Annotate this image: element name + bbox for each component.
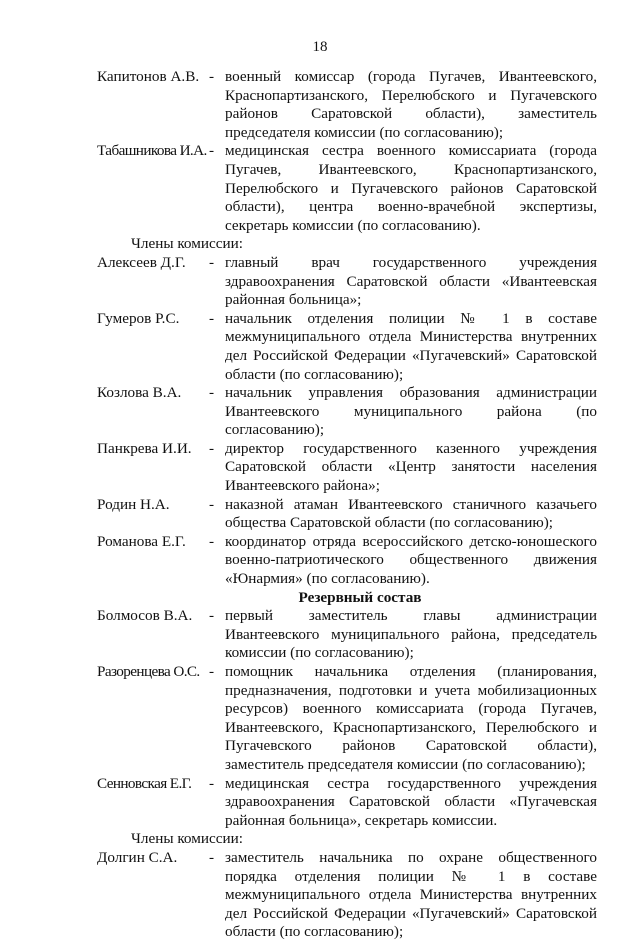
members-label: Члены комиссии: bbox=[131, 235, 243, 253]
entry-name: Алексеев Д.Г. bbox=[97, 253, 186, 271]
entry-dash: - bbox=[209, 663, 215, 680]
entry-description: заместитель начальника по охране общественного порядка отделения полиции № 1 в составе межмуниципального отдела Министерства внутренних дел Российской Федерации «Пугачевский» Саратовской области (по согласованию); bbox=[225, 848, 597, 941]
commission-entry bbox=[97, 68, 597, 142]
entry-name: Панкрева И.И. bbox=[97, 439, 192, 457]
entry-name: Разоренцева О.С. bbox=[97, 663, 200, 680]
entry-name: Долгин С.А. bbox=[97, 848, 178, 866]
entry-dash: - bbox=[209, 384, 215, 402]
entry-description: координатор отряда всероссийского детско-юношеского военно-патриотического общественного движения «Юнармия» (по согласованию). bbox=[225, 532, 597, 588]
entry-description: наказной атаман Ивантеевского станичного казачьего общества Саратовской области (по согласованию); bbox=[225, 495, 597, 532]
entry-name: Болмосов В.А. bbox=[97, 607, 193, 625]
entry-dash: - bbox=[209, 532, 215, 550]
member-entry bbox=[97, 310, 597, 384]
entry-name: Табашникова И.А. bbox=[97, 142, 207, 160]
page-number: 18 bbox=[312, 39, 328, 55]
member-entry bbox=[97, 496, 597, 533]
entry-name: Родин Н.А. bbox=[97, 495, 170, 513]
entry-dash: - bbox=[209, 142, 215, 160]
reserve-entry bbox=[97, 663, 597, 775]
entry-description: директор государственного казенного учреждения Саратовской области «Центр занятости населения Ивантеевского района»; bbox=[225, 439, 597, 495]
entry-description: медицинская сестра государственного учреждения здравоохранения Саратовской области «Пугачевская районная больница», секретарь комиссии. bbox=[225, 774, 597, 829]
entry-dash: - bbox=[209, 309, 215, 327]
entry-name: Сенновская Е.Г. bbox=[97, 774, 192, 792]
entry-dash: - bbox=[209, 439, 215, 457]
member-entry bbox=[97, 254, 597, 310]
entry-dash: - bbox=[209, 253, 215, 271]
entry-description: помощник начальника отделения (планирования, предназначения, подготовки и учета мобилизационных ресурсов) военного комиссариата (города Пугачев, Ивантеевского, Краснопартизанского, Перелюбского и Пугачевского районов Саратовской области), заместитель председателя комиссии (по согласованию); bbox=[225, 663, 597, 773]
member-entry bbox=[97, 849, 597, 942]
document-body bbox=[97, 68, 597, 942]
entry-description: начальник управления образования администрации Ивантеевского муниципального района (по согласованию); bbox=[225, 384, 597, 439]
entry-description: главный врач государственного учреждения здравоохранения Саратовской области «Ивантеевская районная больница»; bbox=[225, 253, 597, 309]
reserve-entry bbox=[97, 775, 597, 831]
member-entry bbox=[97, 533, 597, 589]
entry-description: первый заместитель главы администрации Ивантеевского муниципального района, председатель комиссии (по согласованию); bbox=[225, 607, 597, 662]
member-entry bbox=[97, 440, 597, 496]
entry-description: военный комиссар (города Пугачев, Ивантеевского, Краснопартизанского, Перелюбского и Пугачевского районов Саратовской области), заместитель председателя комиссии (по согласованию); bbox=[225, 68, 597, 141]
entry-dash: - bbox=[209, 774, 215, 792]
entry-dash: - bbox=[209, 68, 215, 85]
entry-description: медицинская сестра военного комиссариата (города Пугачев, Ивантеевского, Краснопартизанского, Перелюбского и Пугачевского районов Саратовской области), центра военно-врачебной экспертизы, секретарь комиссии (по согласованию). bbox=[225, 142, 597, 234]
reserve-entry bbox=[97, 607, 597, 663]
commission-entry bbox=[97, 142, 597, 235]
entry-name: Гумеров Р.С. bbox=[97, 309, 180, 327]
entry-dash: - bbox=[209, 607, 215, 625]
entry-dash: - bbox=[209, 848, 215, 866]
entry-description: начальник отделения полиции № 1 в составе межмуниципального отдела Министерства внутренних дел Российской Федерации «Пугачевский» Саратовской области (по согласованию); bbox=[225, 309, 597, 383]
entry-name: Козлова В.А. bbox=[97, 384, 182, 402]
entry-name: Капитонов А.В. bbox=[97, 68, 200, 85]
entry-name: Романова Е.Г. bbox=[97, 532, 186, 550]
member-entry bbox=[97, 384, 597, 440]
members-label: Члены комиссии: bbox=[131, 830, 243, 848]
entry-dash: - bbox=[209, 495, 215, 513]
reserve-heading: Резервный состав bbox=[298, 588, 422, 606]
